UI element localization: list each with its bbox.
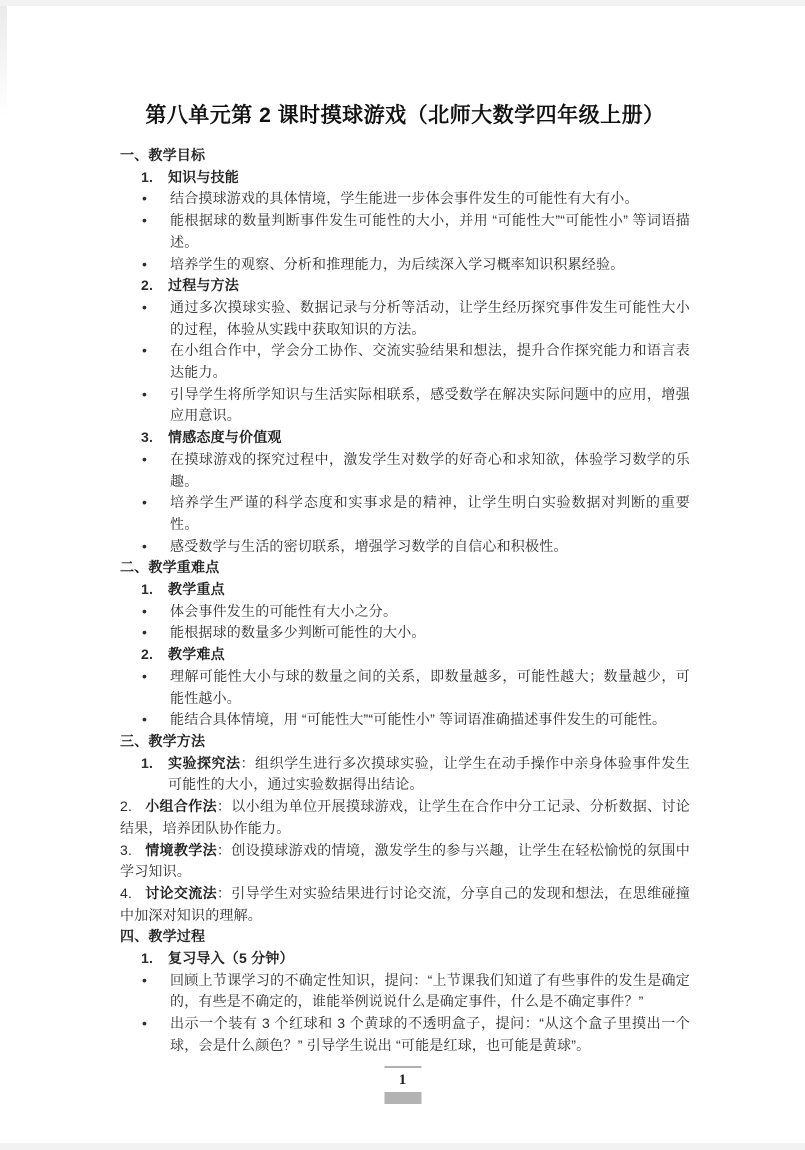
- section-teaching-process: [120, 926, 690, 1056]
- bullet-icon: •: [142, 450, 148, 467]
- item-term: 讨论交流法: [145, 884, 217, 901]
- list-item: [120, 1013, 690, 1056]
- item-text: 引导学生将所学知识与生活实际相联系，感受数学在解决实际问题中的应用，增强应用意识。: [170, 385, 690, 424]
- list-item: [120, 579, 690, 601]
- list-item: [120, 753, 690, 796]
- item-description: ：组织学生进行多次摸球实验，让学生在动手操作中亲身体验事件发生可能性的大小，通过实验数据得出结论。: [168, 754, 690, 793]
- list-item: [120, 449, 690, 492]
- document-body: [120, 100, 690, 1057]
- section-key-difficult-points: [120, 557, 690, 731]
- list-item: [120, 948, 690, 970]
- list-item: [120, 709, 690, 731]
- item-description: ：引导学生对实验结果进行讨论交流，分享自己的发现和想法，在思维碰撞中加深对知识的理解。: [120, 884, 690, 923]
- item-number: 2.: [141, 646, 154, 663]
- item-text: 能根据球的数量多少判断可能性的大小。: [170, 624, 426, 641]
- list-item: [120, 622, 690, 644]
- list-item: [120, 427, 690, 449]
- item-text: 能根据球的数量判断事件发生可能性的大小，并用 “可能性大”“可能性小” 等词语描述。: [170, 212, 690, 250]
- item-text: 教学难点: [168, 646, 225, 663]
- item-text: 在小组合作中，学会分工协作、交流实验结果和想法，提升合作探究能力和语言表达能力。: [170, 342, 690, 381]
- footer-bar: [384, 1092, 421, 1104]
- item-text: 回顾上节课学习的不确定性知识，提问：“上节课我们知道了有些事件的发生是确定的，有些是不确定的，谁能举例说说什么是确定事件，什么是不确定事件？”: [170, 971, 690, 1010]
- item-text: [168, 753, 690, 796]
- item-number: 3.: [141, 429, 154, 446]
- list-item: [120, 210, 690, 253]
- item-term: 小组合作法: [145, 798, 217, 815]
- section-teaching-objectives: [120, 145, 690, 557]
- bullet-icon: •: [142, 298, 148, 315]
- item-text: 复习导入（5 分钟）: [168, 950, 294, 967]
- bullet-icon: •: [142, 342, 148, 359]
- list-item: [120, 970, 690, 1013]
- section-teaching-methods: [120, 731, 690, 926]
- item-description: ：以小组为单位开展摸球游戏，让学生在合作中分工记录、分析数据、讨论结果，培养团队协作能力。: [120, 798, 690, 836]
- list-item: [120, 275, 690, 297]
- item-text: 理解可能性大小与球的数量之间的关系，即数量越多，可能性越大；数量越少，可能性越小。: [170, 667, 690, 706]
- item-text: 培养学生严谨的科学态度和实事求是的精神，让学生明白实验数据对判断的重要性。: [170, 494, 690, 532]
- item-description: ：创设摸球游戏的情境，激发学生的参与兴趣，让学生在轻松愉悦的氛围中学习知识。: [120, 841, 690, 880]
- list-item: [120, 384, 690, 427]
- document-page: [0, 6, 805, 1143]
- section-heading: 一、教学目标: [120, 147, 206, 163]
- item-number: 2.: [120, 798, 133, 815]
- page-edge-shadow: [0, 6, 7, 116]
- item-term: 情境教学法: [145, 841, 217, 858]
- method-paragraph: [120, 840, 690, 883]
- list-item: [120, 536, 690, 558]
- bullet-icon: •: [142, 667, 148, 684]
- item-number: 4.: [120, 884, 133, 901]
- bullet-icon: •: [142, 190, 148, 207]
- item-text: 情感态度与价值观: [168, 429, 282, 446]
- bullet-icon: •: [142, 212, 148, 229]
- page-number: 1: [398, 1072, 407, 1088]
- page-title: 第八单元第 2 课时摸球游戏（北师大数学四年级上册）: [145, 104, 665, 127]
- bullet-icon: •: [142, 624, 148, 641]
- item-number: 1.: [141, 581, 154, 598]
- item-text: 出示一个装有 3 个红球和 3 个黄球的不透明盒子，提问：“从这个盒子里摸出一个球，会是什么颜色？” 引导学生说出 “可能是红球，也可能是黄球”。: [170, 1015, 690, 1053]
- list-item: [120, 297, 690, 340]
- item-text: 体会事件发生的可能性有大小之分。: [170, 602, 398, 619]
- section-heading: 二、教学重难点: [120, 559, 220, 576]
- item-number: 1.: [141, 754, 154, 771]
- bullet-icon: •: [142, 494, 148, 511]
- item-number: 2.: [141, 277, 154, 294]
- list-item: [120, 644, 690, 666]
- item-text: 结合摸球游戏的具体情境，学生能进一步体会事件发生的可能性有大有小。: [170, 190, 639, 207]
- item-text: 过程与方法: [168, 277, 239, 294]
- method-paragraph: [120, 883, 690, 926]
- bullet-icon: •: [142, 537, 148, 554]
- section-heading: 四、教学过程: [120, 928, 206, 945]
- item-number: 1.: [141, 168, 154, 185]
- item-text: 通过多次摸球实验、数据记录与分析等活动，让学生经历探究事件发生可能性大小的过程，体验从实践中获取知识的方法。: [170, 298, 690, 337]
- method-paragraph: [120, 796, 690, 839]
- list-item: [120, 167, 690, 189]
- item-term: 实验探究法: [168, 754, 241, 771]
- list-item: [120, 340, 690, 383]
- section-heading: 三、教学方法: [120, 732, 206, 749]
- item-text: 教学重点: [168, 581, 225, 598]
- item-text: 知识与技能: [168, 168, 239, 185]
- list-item: [120, 666, 690, 709]
- bullet-icon: •: [142, 711, 148, 728]
- page-footer: [384, 1066, 421, 1104]
- bullet-icon: •: [142, 602, 148, 619]
- list-item: [120, 254, 690, 276]
- item-text: 能结合具体情境，用 “可能性大”“可能性小” 等词语准确描述事件发生的可能性。: [170, 711, 667, 728]
- item-text: 感受数学与生活的密切联系，增强学习数学的自信心和积极性。: [170, 537, 568, 554]
- bullet-icon: •: [142, 385, 148, 402]
- list-item: [120, 188, 690, 210]
- item-text: 在摸球游戏的探究过程中，激发学生对数学的好奇心和求知欲，体验学习数学的乐趣。: [170, 450, 690, 489]
- item-text: 培养学生的观察、分析和推理能力，为后续深入学习概率知识积累经验。: [170, 255, 625, 272]
- item-number: 3.: [120, 841, 133, 858]
- list-item: [120, 601, 690, 623]
- list-item: [120, 492, 690, 535]
- bullet-icon: •: [142, 1015, 148, 1032]
- bullet-icon: •: [142, 255, 148, 272]
- item-number: 1.: [141, 950, 154, 967]
- bullet-icon: •: [142, 971, 148, 988]
